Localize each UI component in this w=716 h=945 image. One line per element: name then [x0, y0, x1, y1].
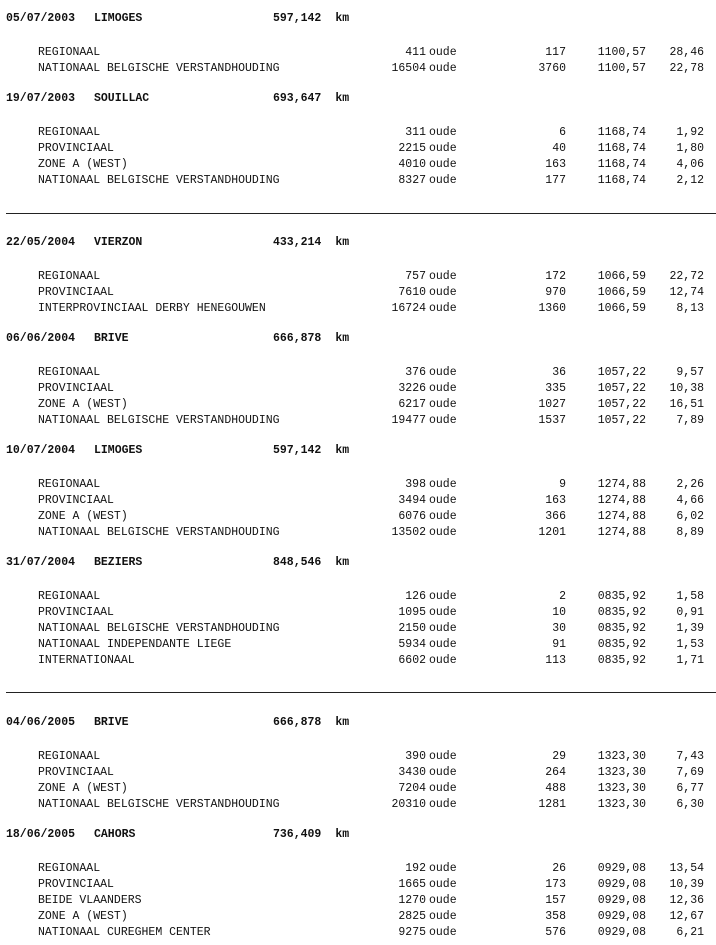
- race-date-place: 19/07/2003: [6, 92, 76, 105]
- entries-unit: oude: [429, 894, 457, 907]
- race-date-place: 10/07/2004: [6, 444, 76, 457]
- speed-value: 0929,08: [597, 910, 646, 923]
- prize-count: 358: [545, 910, 566, 923]
- prize-count: 9: [559, 478, 566, 491]
- category-label: PROVINCIAAL: [38, 494, 114, 507]
- entries-count: 20310: [391, 798, 426, 811]
- percentage-value: 2,26: [676, 478, 704, 491]
- speed-value: 0929,08: [597, 862, 646, 875]
- entries-count: 9275: [398, 926, 426, 939]
- category-label: REGIONAAL: [38, 270, 101, 283]
- prize-count: 1027: [538, 398, 566, 411]
- table-row: [0, 478, 716, 494]
- table-row: [0, 46, 716, 62]
- percentage-value: 10,38: [669, 382, 704, 395]
- race-distance-value: 597,142: [273, 444, 322, 457]
- category-label: NATIONAAL BELGISCHE VERSTANDHOUDING: [38, 62, 280, 75]
- prize-count: 576: [545, 926, 566, 939]
- race-block: [0, 332, 716, 427]
- percentage-value: 1,80: [676, 142, 704, 155]
- race-block: [0, 556, 716, 667]
- prize-count: 1201: [538, 526, 566, 539]
- entries-count: 3494: [398, 494, 426, 507]
- race-distance-unit: km: [335, 92, 350, 105]
- race-place: CAHORS: [94, 828, 136, 841]
- percentage-value: 12,74: [669, 286, 704, 299]
- prize-count: 157: [545, 894, 566, 907]
- percentage-value: 13,54: [669, 862, 704, 875]
- race-header: [0, 828, 716, 844]
- percentage-value: 28,46: [669, 46, 704, 59]
- speed-value: 1274,88: [597, 526, 646, 539]
- category-label: REGIONAAL: [38, 46, 101, 59]
- race-place: BRIVE: [94, 716, 129, 729]
- table-row: [0, 366, 716, 382]
- entries-unit: oude: [429, 174, 457, 187]
- percentage-value: 0,91: [676, 606, 704, 619]
- prize-count: 30: [552, 622, 566, 635]
- entries-count: 411: [405, 46, 426, 59]
- entries-unit: oude: [429, 62, 457, 75]
- speed-value: 0929,08: [597, 926, 646, 939]
- entries-unit: oude: [429, 926, 457, 939]
- race-date-place: 22/05/2004: [6, 236, 76, 249]
- speed-value: 0929,08: [597, 878, 646, 891]
- speed-value: 1057,22: [597, 398, 646, 411]
- table-row: [0, 526, 716, 542]
- entries-unit: oude: [429, 302, 457, 315]
- race-distance: [273, 92, 349, 105]
- speed-value: 1323,30: [597, 798, 646, 811]
- table-row: [0, 894, 716, 910]
- percentage-value: 6,30: [676, 798, 704, 811]
- race-distance: [273, 828, 349, 841]
- race-distance-value: 693,647: [273, 92, 322, 105]
- table-row: [0, 302, 716, 318]
- speed-value: 1274,88: [597, 510, 646, 523]
- prize-count: 3760: [538, 62, 566, 75]
- speed-value: 1057,22: [597, 382, 646, 395]
- percentage-value: 1,58: [676, 590, 704, 603]
- race-header: [0, 332, 716, 348]
- speed-value: 1057,22: [597, 366, 646, 379]
- speed-value: 1323,30: [597, 750, 646, 763]
- entries-unit: oude: [429, 622, 457, 635]
- section-divider: [6, 213, 716, 214]
- category-label: INTERNATIONAAL: [38, 654, 135, 667]
- entries-count: 8327: [398, 174, 426, 187]
- entries-unit: oude: [429, 158, 457, 171]
- entries-count: 757: [405, 270, 426, 283]
- category-label: ZONE A (WEST): [38, 158, 128, 171]
- race-distance-unit: km: [335, 236, 350, 249]
- category-label: PROVINCIAAL: [38, 878, 114, 891]
- entries-unit: oude: [429, 782, 457, 795]
- table-row: [0, 414, 716, 430]
- speed-value: 1323,30: [597, 766, 646, 779]
- category-label: BEIDE VLAANDERS: [38, 894, 142, 907]
- entries-unit: oude: [429, 590, 457, 603]
- prize-count: 163: [545, 494, 566, 507]
- percentage-value: 16,51: [669, 398, 704, 411]
- race-distance-value: 736,409: [273, 828, 322, 841]
- prize-count: 117: [545, 46, 566, 59]
- entries-unit: oude: [429, 382, 457, 395]
- category-label: PROVINCIAAL: [38, 286, 114, 299]
- race-date-place: 04/06/2005: [6, 716, 76, 729]
- race-block: [0, 236, 716, 315]
- entries-count: 4010: [398, 158, 426, 171]
- table-row: [0, 782, 716, 798]
- prize-count: 177: [545, 174, 566, 187]
- category-label: REGIONAAL: [38, 478, 101, 491]
- race-header: [0, 236, 716, 252]
- prize-count: 163: [545, 158, 566, 171]
- table-row: [0, 286, 716, 302]
- entries-unit: oude: [429, 510, 457, 523]
- prize-count: 335: [545, 382, 566, 395]
- entries-count: 6076: [398, 510, 426, 523]
- entries-unit: oude: [429, 750, 457, 763]
- percentage-value: 7,89: [676, 414, 704, 427]
- speed-value: 0835,92: [597, 638, 646, 651]
- race-distance: [273, 12, 349, 25]
- speed-value: 1168,74: [597, 158, 646, 171]
- entries-count: 376: [405, 366, 426, 379]
- entries-count: 398: [405, 478, 426, 491]
- speed-value: 0835,92: [597, 606, 646, 619]
- race-distance-unit: km: [335, 716, 350, 729]
- race-place: LIMOGES: [94, 12, 143, 25]
- category-label: ZONE A (WEST): [38, 782, 128, 795]
- entries-unit: oude: [429, 270, 457, 283]
- category-label: NATIONAAL BELGISCHE VERSTANDHOUDING: [38, 622, 280, 635]
- entries-count: 13502: [391, 526, 426, 539]
- race-block: [0, 12, 716, 75]
- race-header: [0, 92, 716, 108]
- prize-count: 113: [545, 654, 566, 667]
- race-distance-unit: km: [335, 332, 350, 345]
- prize-count: 172: [545, 270, 566, 283]
- percentage-value: 1,92: [676, 126, 704, 139]
- entries-unit: oude: [429, 798, 457, 811]
- entries-unit: oude: [429, 766, 457, 779]
- entries-unit: oude: [429, 398, 457, 411]
- category-label: REGIONAAL: [38, 750, 101, 763]
- speed-value: 0835,92: [597, 654, 646, 667]
- entries-count: 6602: [398, 654, 426, 667]
- entries-unit: oude: [429, 494, 457, 507]
- speed-value: 1057,22: [597, 414, 646, 427]
- entries-count: 1665: [398, 878, 426, 891]
- speed-value: 1274,88: [597, 494, 646, 507]
- prize-count: 26: [552, 862, 566, 875]
- speed-value: 1274,88: [597, 478, 646, 491]
- entries-unit: oude: [429, 46, 457, 59]
- race-date-place: 31/07/2004: [6, 556, 76, 569]
- prize-count: 10: [552, 606, 566, 619]
- percentage-value: 22,72: [669, 270, 704, 283]
- entries-count: 7204: [398, 782, 426, 795]
- table-row: [0, 766, 716, 782]
- table-row: [0, 750, 716, 766]
- percentage-value: 1,39: [676, 622, 704, 635]
- race-distance: [273, 716, 349, 729]
- entries-unit: oude: [429, 126, 457, 139]
- race-header: [0, 556, 716, 572]
- speed-value: 1168,74: [597, 174, 646, 187]
- entries-count: 16724: [391, 302, 426, 315]
- race-header: [0, 716, 716, 732]
- category-label: NATIONAAL CUREGHEM CENTER: [38, 926, 211, 939]
- speed-value: 1100,57: [597, 46, 646, 59]
- category-label: PROVINCIAAL: [38, 606, 114, 619]
- speed-value: 1168,74: [597, 126, 646, 139]
- entries-unit: oude: [429, 862, 457, 875]
- race-distance-unit: km: [335, 828, 350, 841]
- race-place: BRIVE: [94, 332, 129, 345]
- prize-count: 29: [552, 750, 566, 763]
- race-distance-value: 666,878: [273, 716, 322, 729]
- prize-count: 264: [545, 766, 566, 779]
- category-label: REGIONAAL: [38, 366, 101, 379]
- entries-count: 2825: [398, 910, 426, 923]
- entries-unit: oude: [429, 414, 457, 427]
- entries-unit: oude: [429, 910, 457, 923]
- category-label: ZONE A (WEST): [38, 398, 128, 411]
- category-label: REGIONAAL: [38, 126, 101, 139]
- entries-unit: oude: [429, 366, 457, 379]
- prize-count: 173: [545, 878, 566, 891]
- prize-count: 366: [545, 510, 566, 523]
- category-label: NATIONAAL BELGISCHE VERSTANDHOUDING: [38, 414, 280, 427]
- table-row: [0, 798, 716, 814]
- race-distance-value: 848,546: [273, 556, 322, 569]
- entries-count: 311: [405, 126, 426, 139]
- race-header: [0, 12, 716, 28]
- table-row: [0, 494, 716, 510]
- prize-count: 40: [552, 142, 566, 155]
- race-distance-unit: km: [335, 444, 350, 457]
- entries-unit: oude: [429, 878, 457, 891]
- race-block: [0, 92, 716, 187]
- entries-unit: oude: [429, 606, 457, 619]
- race-distance-value: 433,214: [273, 236, 322, 249]
- prize-count: 36: [552, 366, 566, 379]
- entries-unit: oude: [429, 638, 457, 651]
- entries-unit: oude: [429, 526, 457, 539]
- entries-unit: oude: [429, 286, 457, 299]
- percentage-value: 8,13: [676, 302, 704, 315]
- category-label: PROVINCIAAL: [38, 766, 114, 779]
- entries-count: 3226: [398, 382, 426, 395]
- prize-count: 6: [559, 126, 566, 139]
- table-row: [0, 126, 716, 142]
- race-date-place: 18/06/2005: [6, 828, 76, 841]
- percentage-value: 4,66: [676, 494, 704, 507]
- table-row: [0, 382, 716, 398]
- category-label: INTERPROVINCIAAL DERBY HENEGOUWEN: [38, 302, 266, 315]
- entries-unit: oude: [429, 142, 457, 155]
- prize-count: 91: [552, 638, 566, 651]
- table-row: [0, 910, 716, 926]
- category-label: PROVINCIAAL: [38, 142, 114, 155]
- speed-value: 0835,92: [597, 622, 646, 635]
- category-label: REGIONAAL: [38, 590, 101, 603]
- percentage-value: 4,06: [676, 158, 704, 171]
- race-distance-value: 597,142: [273, 12, 322, 25]
- entries-count: 390: [405, 750, 426, 763]
- entries-count: 6217: [398, 398, 426, 411]
- table-row: [0, 62, 716, 78]
- percentage-value: 12,67: [669, 910, 704, 923]
- percentage-value: 2,12: [676, 174, 704, 187]
- category-label: NATIONAAL INDEPENDANTE LIEGE: [38, 638, 232, 651]
- category-label: NATIONAAL BELGISCHE VERSTANDHOUDING: [38, 526, 280, 539]
- prize-count: 488: [545, 782, 566, 795]
- race-date-place: 05/07/2003: [6, 12, 76, 25]
- table-row: [0, 622, 716, 638]
- entries-count: 2150: [398, 622, 426, 635]
- percentage-value: 1,71: [676, 654, 704, 667]
- race-block: [0, 444, 716, 539]
- percentage-value: 7,69: [676, 766, 704, 779]
- speed-value: 1168,74: [597, 142, 646, 155]
- percentage-value: 7,43: [676, 750, 704, 763]
- table-row: [0, 926, 716, 942]
- entries-count: 192: [405, 862, 426, 875]
- table-row: [0, 878, 716, 894]
- entries-unit: oude: [429, 478, 457, 491]
- race-distance-value: 666,878: [273, 332, 322, 345]
- category-label: NATIONAAL BELGISCHE VERSTANDHOUDING: [38, 798, 280, 811]
- table-row: [0, 862, 716, 878]
- race-place: BEZIERS: [94, 556, 143, 569]
- category-label: REGIONAAL: [38, 862, 101, 875]
- table-row: [0, 158, 716, 174]
- prize-count: 2: [559, 590, 566, 603]
- percentage-value: 6,21: [676, 926, 704, 939]
- entries-count: 5934: [398, 638, 426, 651]
- entries-count: 16504: [391, 62, 426, 75]
- speed-value: 1066,59: [597, 286, 646, 299]
- race-place: SOUILLAC: [94, 92, 150, 105]
- table-row: [0, 638, 716, 654]
- speed-value: 1100,57: [597, 62, 646, 75]
- percentage-value: 6,77: [676, 782, 704, 795]
- category-label: ZONE A (WEST): [38, 910, 128, 923]
- percentage-value: 22,78: [669, 62, 704, 75]
- prize-count: 1360: [538, 302, 566, 315]
- speed-value: 0835,92: [597, 590, 646, 603]
- percentage-value: 10,39: [669, 878, 704, 891]
- prize-count: 1281: [538, 798, 566, 811]
- entries-count: 1270: [398, 894, 426, 907]
- race-block: [0, 828, 716, 939]
- table-row: [0, 590, 716, 606]
- table-row: [0, 270, 716, 286]
- race-block: [0, 716, 716, 811]
- entries-unit: oude: [429, 654, 457, 667]
- section-divider: [6, 692, 716, 693]
- category-label: ZONE A (WEST): [38, 510, 128, 523]
- race-distance-unit: km: [335, 556, 350, 569]
- entries-count: 2215: [398, 142, 426, 155]
- race-distance-unit: km: [335, 12, 350, 25]
- race-place: VIERZON: [94, 236, 143, 249]
- entries-count: 3430: [398, 766, 426, 779]
- table-row: [0, 606, 716, 622]
- prize-count: 1537: [538, 414, 566, 427]
- speed-value: 1323,30: [597, 782, 646, 795]
- percentage-value: 9,57: [676, 366, 704, 379]
- percentage-value: 12,36: [669, 894, 704, 907]
- percentage-value: 8,89: [676, 526, 704, 539]
- speed-value: 1066,59: [597, 270, 646, 283]
- entries-count: 1095: [398, 606, 426, 619]
- race-place: LIMOGES: [94, 444, 143, 457]
- entries-count: 7610: [398, 286, 426, 299]
- table-row: [0, 398, 716, 414]
- category-label: PROVINCIAAL: [38, 382, 114, 395]
- speed-value: 0929,08: [597, 894, 646, 907]
- race-date-place: 06/06/2004: [6, 332, 76, 345]
- race-distance: [273, 236, 349, 249]
- percentage-value: 6,02: [676, 510, 704, 523]
- entries-count: 126: [405, 590, 426, 603]
- race-distance: [273, 332, 349, 345]
- percentage-value: 1,53: [676, 638, 704, 651]
- race-header: [0, 444, 716, 460]
- speed-value: 1066,59: [597, 302, 646, 315]
- entries-count: 19477: [391, 414, 426, 427]
- race-distance: [273, 556, 349, 569]
- table-row: [0, 142, 716, 158]
- table-row: [0, 654, 716, 670]
- race-distance: [273, 444, 349, 457]
- table-row: [0, 510, 716, 526]
- category-label: NATIONAAL BELGISCHE VERSTANDHOUDING: [38, 174, 280, 187]
- table-row: [0, 174, 716, 190]
- prize-count: 970: [545, 286, 566, 299]
